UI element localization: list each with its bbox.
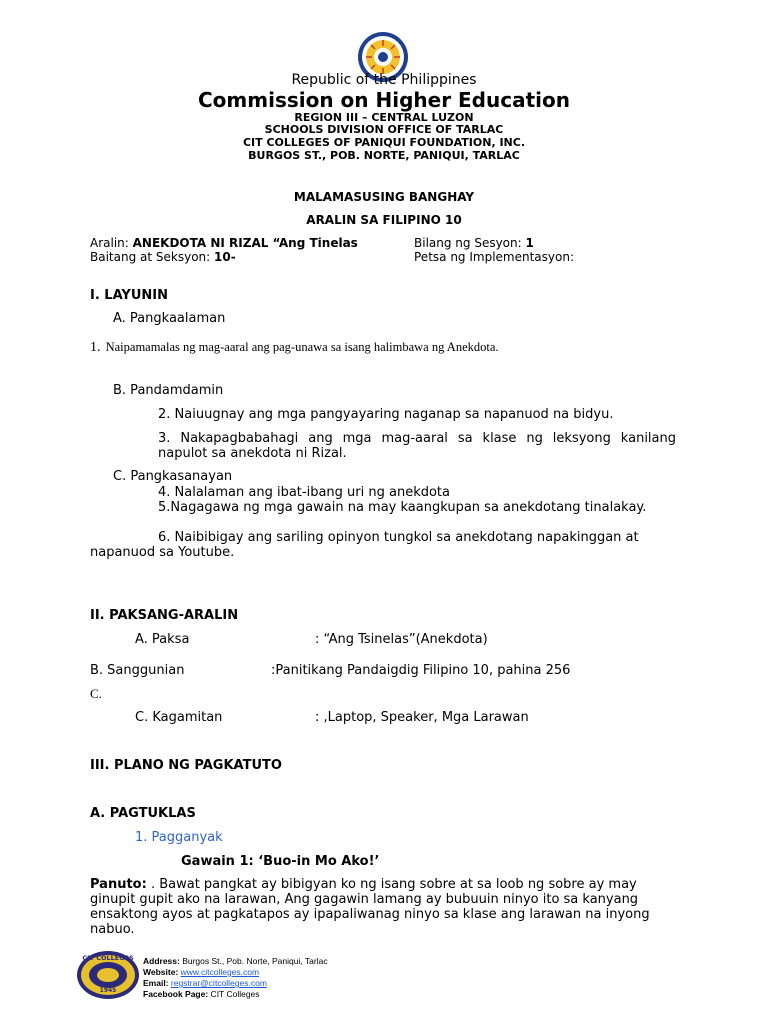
baitang-row [90,250,236,264]
layunin-c-label: C. Pangkasanayan [113,469,233,484]
baitang-label: Baitang at Seksyon: [90,250,214,264]
footer-facebook-value: CIT Colleges [208,989,260,999]
layunin-a1-row [90,336,499,356]
paksa-c-label: C. Kagamitan [135,710,223,725]
footer-address-label: Address: [143,956,180,966]
footer-address [143,956,328,967]
aralin-value: ANEKDOTA NI RIZAL “Ang Tinelas [132,236,358,250]
header-country: Republic of the Philippines [291,72,477,88]
panuto-label: Panuto: [90,877,147,892]
bilang-row [414,236,534,250]
panuto-text: . Bawat pangkat ay bibigyan ko ng isang sobre at sa loob ng sobre ay may ginupit gupit ako na larawan, Ang gagawin lamang ay bubuuin ninyo ito sa kanyang ensaktong ayos at pagkatapos ay ipapaliwanag ninyo sa klase ang larawan na inyong nabuo. [90,877,650,937]
paksa-c-value: : ,Laptop, Speaker, Mga Larawan [315,710,529,725]
layunin-heading: I. LAYUNIN [90,288,168,303]
layunin-c6-line2: napanuod sa Youtube. [90,545,235,560]
panuto-paragraph [90,877,680,937]
layunin-b-label: B. Pandamdamin [113,383,224,398]
pagganyak-label: 1. Pagganyak [135,830,223,845]
logo-text: CIT COLLEGES [82,954,134,962]
layunin-c5: 5.Nagagawa ng mga gawain na may kaangkupan sa anekdotang tinalakay. [158,500,647,515]
footer-website-label: Website: [143,967,179,977]
layunin-c4: 4. Nalalaman ang ibat-ibang uri ng anekdota [158,485,450,500]
bilang-value: 1 [525,236,534,250]
aralin-row [90,236,358,250]
footer-email-label: Email: [143,978,169,988]
footer-email-link[interactable]: regstrar@citcolleges.com [170,978,267,988]
footer-website [143,967,259,978]
pagtuklas-heading: A. PAGTUKLAS [90,806,196,821]
paksa-stray-c: C. [90,686,102,701]
title-line-2: ARALIN SA FILIPINO 10 [306,213,462,227]
plano-heading: III. PLANO NG PAGKATUTO [90,758,282,773]
paksa-a-value: : “Ang Tsinelas”(Anekdota) [315,632,488,647]
title-line-1: MALAMASUSING BANGHAY [293,190,475,204]
footer-address-value: Burgos St., Pob. Norte, Paniqui, Tarlac [179,956,328,966]
paksa-a-label: A. Paksa [135,632,190,647]
header-school: CIT COLLEGES OF PANIQUI FOUNDATION, INC. [242,136,526,149]
gawain-title: Gawain 1: ‘Buo-in Mo Ako!’ [181,854,380,869]
layunin-a1-num: 1. [90,340,101,355]
footer-website-link[interactable]: www.citcolleges.com [180,967,260,977]
footer-email [143,978,267,989]
layunin-a-label: A. Pangkaalaman [113,311,226,326]
petsa-label: Petsa ng Implementasyon: [414,250,574,264]
aralin-label: Aralin: [90,236,133,250]
paksa-b-value: :Panitikang Pandaigdig Filipino 10, pahina 256 [271,663,571,678]
header-agency: Commission on Higher Education [197,88,570,112]
layunin-c6-line1: 6. Naibibigay ang sariling opinyon tungkol sa anekdotang napakinggan at [158,530,639,545]
baitang-value: 10- [214,250,236,264]
header-region: REGION III – CENTRAL LUZON [294,111,474,124]
cit-colleges-logo [76,950,140,1000]
bilang-label: Bilang ng Sesyon: [414,236,526,250]
layunin-b3: 3. Nakapagbabahagi ang mga mag-aaral sa klase ng leksyong kanilang napulot sa anekdota ni Rizal. [158,431,676,461]
footer-facebook [143,989,260,1000]
paksa-heading: II. PAKSANG-ARALIN [90,608,239,623]
header-division: SCHOOLS DIVISION OFFICE OF TARLAC [264,123,504,136]
layunin-a1-text: Naipamamalas ng mag-aaral ang pag-unawa sa isang halimbawa ng Anekdota. [105,340,499,354]
header-address: BURGOS ST., POB. NORTE, PANIQUI, TARLAC [248,149,520,162]
footer-facebook-label: Facebook Page: [143,989,209,999]
logo-year: 1945 [99,987,117,994]
layunin-b2: 2. Naiuugnay ang mga pangyayaring naganap sa napanuod na bidyu. [158,407,614,422]
paksa-b-label: B. Sanggunian [90,663,185,678]
